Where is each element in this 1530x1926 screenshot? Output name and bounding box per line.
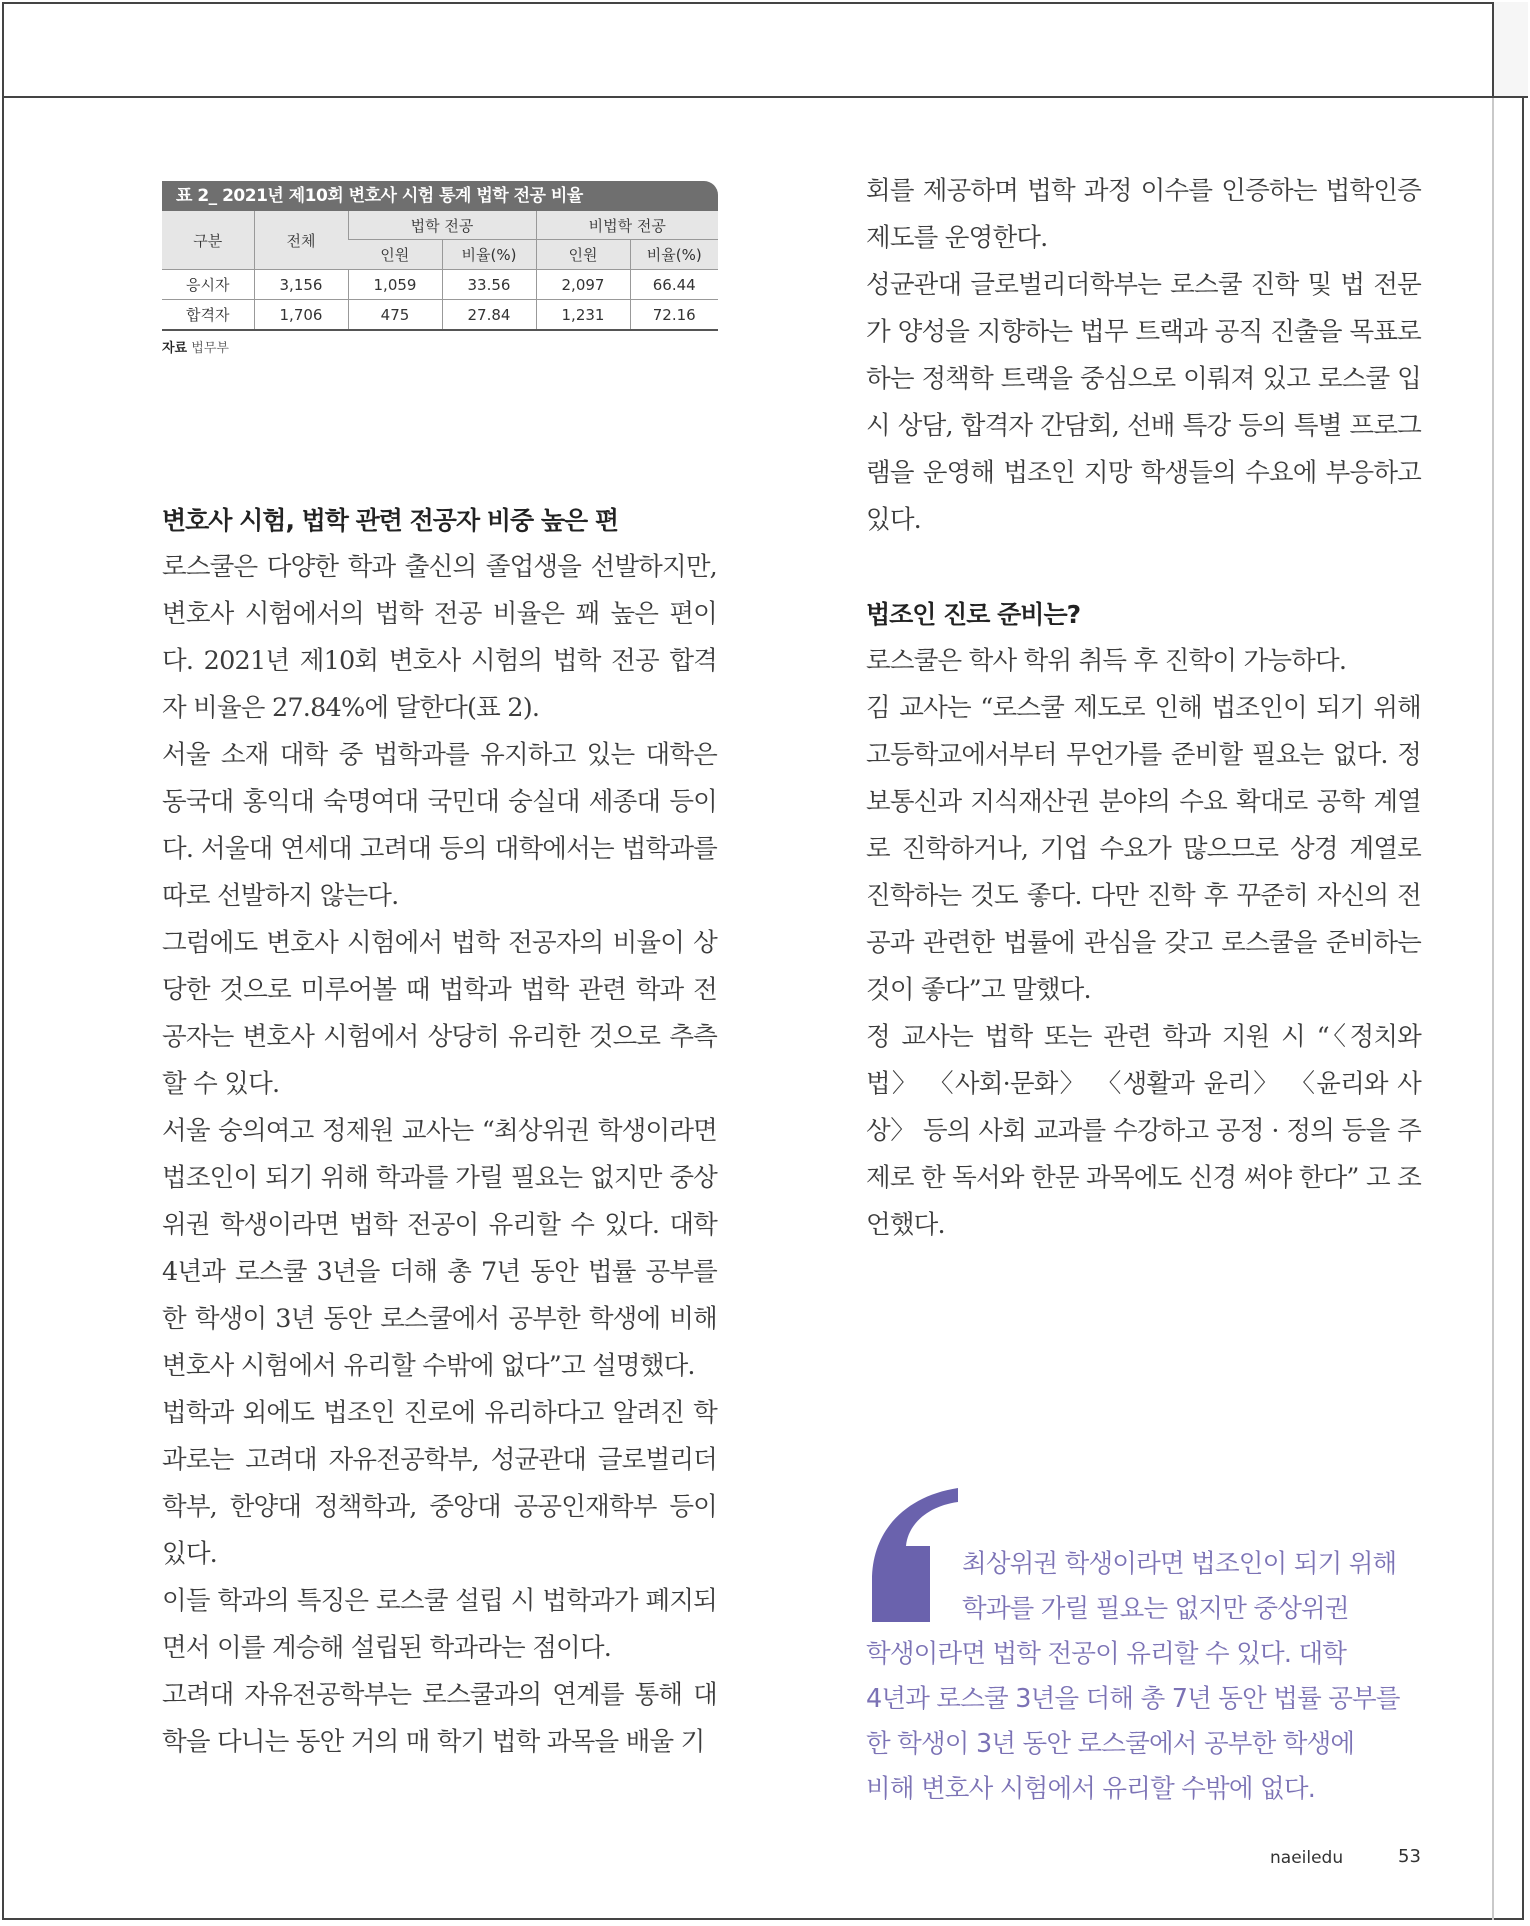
top-rule xyxy=(2,96,1492,98)
pull-quote-line: 최상위권 학생이라면 법조인이 되기 위해 xyxy=(962,1549,1397,1579)
header-law-major: 법학 전공 xyxy=(348,211,536,240)
header-total: 전체 xyxy=(254,211,348,270)
cell-law-count: 475 xyxy=(348,300,442,331)
table-row xyxy=(162,270,718,300)
pull-quote-line: 한 학생이 3년 동안 로스쿨에서 공부한 학생에 xyxy=(866,1729,1355,1759)
cell-non-ratio: 72.16 xyxy=(630,300,718,331)
paragraph: 성균관대 글로벌리더학부는 로스쿨 진학 및 법 전문가 양성을 지향하는 법무 트랙과 공직 진출을 목표로 하는 정책학 트랙을 중심으로 이뤄져 있고 로스쿨 입시 상담, 합격자 간담회, 선배 특강 등의 특별 프로그램을 운영해 법조인 지망 학생들의 수요에 부응하고 있다. xyxy=(866,270,1421,535)
footer-brand: naeiledu xyxy=(1270,1848,1344,1868)
statistics-table-block xyxy=(162,181,718,356)
cell-law-count: 1,059 xyxy=(348,270,442,300)
table-row xyxy=(162,300,718,331)
header-non-ratio: 비율(%) xyxy=(630,240,718,270)
paragraph: 그럼에도 변호사 시험에서 법학 전공자의 비율이 상당한 것으로 미루어볼 때 법학과 법학 관련 학과 전공자는 변호사 시험에서 상당히 유리한 것으로 추측할 수 있다. xyxy=(162,928,717,1099)
header-law-count: 인원 xyxy=(348,240,442,270)
section-spacer xyxy=(866,544,1421,591)
pull-quote-line: 학과를 가릴 필요는 없지만 중상위권 xyxy=(962,1594,1349,1624)
header-non-law-major: 비법학 전공 xyxy=(536,211,718,240)
paragraph: 김 교사는 “로스쿨 제도로 인해 법조인이 되기 위해 고등학교에서부터 무언가를 준비할 필요는 없다. 정보통신과 지식재산권 분야의 수요 확대로 공학 계열로 진학하거나, 기업 수요가 많으므로 상경 계열로 진학하는 것도 좋다. 다만 진학 후 꾸준히 자신의 전공과 관련한 법률에 관심을 갖고 로스쿨을 준비하는 것이 좋다”고 말했다. xyxy=(866,693,1421,1005)
paragraph: 법학과 외에도 법조인 진로에 유리하다고 알려진 학과로는 고려대 자유전공학부, 성균관대 글로벌리더학부, 한양대 정책학과, 중앙대 공공인재학부 등이 있다. xyxy=(162,1398,717,1569)
pull-quote-line: 4년과 로스쿨 3년을 더해 총 7년 동안 법률 공부를 xyxy=(866,1684,1400,1714)
pull-quote xyxy=(866,1542,1426,1812)
row-label: 합격자 xyxy=(162,300,254,331)
cell-law-ratio: 33.56 xyxy=(442,270,536,300)
header-non-count: 인원 xyxy=(536,240,630,270)
cell-total: 3,156 xyxy=(254,270,348,300)
pull-quote-line: 비해 변호사 시험에서 유리할 수밖에 없다. xyxy=(866,1774,1315,1804)
cell-law-ratio: 27.84 xyxy=(442,300,536,331)
right-edge-rule xyxy=(1492,96,1494,1920)
paragraph: 서울 숭의여고 정제원 교사는 “최상위권 학생이라면 법조인이 되기 위해 학과를 가릴 필요는 없지만 중상위권 학생이라면 법학 전공이 유리할 수 있다. 대학 4년과 로스쿨 3년을 더해 총 7년 동안 법률 공부를 한 학생이 3년 동안 로스쿨에서 공부한 학생에 비해 변호사 시험에서 유리할 수밖에 없다”고 설명했다. xyxy=(162,1116,717,1381)
left-column xyxy=(162,497,717,1766)
right-column xyxy=(866,168,1421,1249)
page-number: 53 xyxy=(1398,1846,1421,1867)
cell-non-count: 1,231 xyxy=(536,300,630,331)
paragraph: 이들 학과의 특징은 로스쿨 설립 시 법학과가 폐지되면서 이를 계승해 설립된 학과라는 점이다. xyxy=(162,1586,717,1663)
paragraph: 회를 제공하며 법학 과정 이수를 인증하는 법학인증제도를 운영한다. xyxy=(866,176,1421,253)
table-source xyxy=(162,337,718,356)
statistics-table xyxy=(162,211,718,331)
paragraph: 로스쿨은 다양한 학과 출신의 졸업생을 선발하지만, 변호사 시험에서의 법학 전공 비율은 꽤 높은 편이다. 2021년 제10회 변호사 시험의 법학 전공 합격자 비율은 27.84%에 달한다(표 2). xyxy=(162,552,717,723)
cell-total: 1,706 xyxy=(254,300,348,331)
section-heading-bar-exam: 변호사 시험, 법학 관련 전공자 비중 높은 편 xyxy=(162,506,618,535)
paragraph: 로스쿨은 학사 학위 취득 후 진학이 가능하다. xyxy=(866,646,1347,676)
paragraph: 정 교사는 법학 또는 관련 학과 지원 시 “〈정치와 법〉 〈사회·문화〉 〈생활과 윤리〉 〈윤리와 사상〉 등의 사회 교과를 수강하고 공정 · 정의 등을 주제로 한 독서와 한문 과목에도 신경 써야 한다” 고 조언했다. xyxy=(866,1022,1421,1240)
section-heading-career-prep: 법조인 진로 준비는? xyxy=(866,600,1081,629)
header-law-ratio: 비율(%) xyxy=(442,240,536,270)
cell-non-count: 2,097 xyxy=(536,270,630,300)
pull-quote-line: 학생이라면 법학 전공이 유리할 수 있다. 대학 xyxy=(866,1639,1347,1669)
paragraph: 서울 소재 대학 중 법학과를 유지하고 있는 대학은 동국대 홍익대 숙명여대 국민대 숭실대 세종대 등이다. 서울대 연세대 고려대 등의 대학에서는 법학과를 따로 선발하지 않는다. xyxy=(162,740,717,911)
table-caption: 표 2_ 2021년 제10회 변호사 시험 통계 법학 전공 비율 xyxy=(162,181,718,211)
row-label: 응시자 xyxy=(162,270,254,300)
page-corner xyxy=(1492,2,1528,98)
source-value: 법무부 xyxy=(191,341,229,356)
paragraph: 고려대 자유전공학부는 로스쿨과의 연계를 통해 대학을 다니는 동안 거의 매 학기 법학 과목을 배울 기 xyxy=(162,1680,717,1757)
header-category: 구분 xyxy=(162,211,254,270)
cell-non-ratio: 66.44 xyxy=(630,270,718,300)
source-label: 자료 xyxy=(162,341,188,356)
